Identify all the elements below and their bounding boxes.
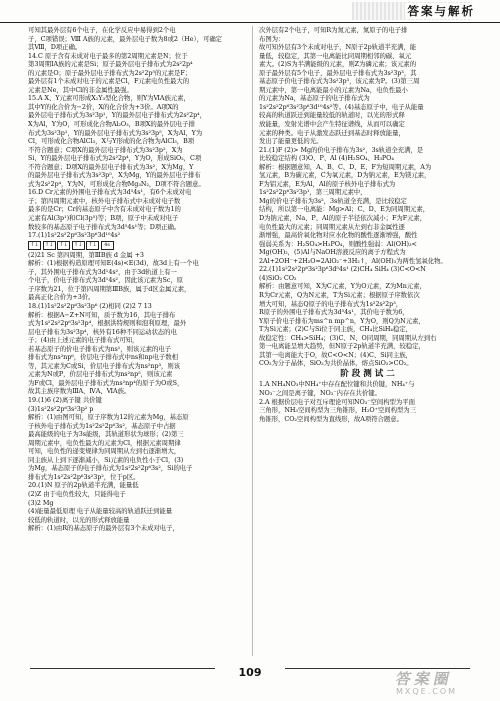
text-line: 期元素中，第一电离能最小的元素为Na，电负性最小	[259, 85, 408, 94]
text-line: 不符合题意；C项X的最外层电子排布式为3s²3p²，X为	[28, 145, 183, 154]
orbital-diagram	[28, 241, 247, 250]
text-line: 可知，电负性的递变规律为同周期从左到右逐渐增大，	[28, 447, 181, 456]
text-line: 的最外层电子排布式为3s²3p⁵，X为Mg，Y的最外层电子排布	[28, 171, 201, 180]
text-line: 子；(4)由上述元素的电子排布式可知，	[28, 336, 139, 345]
text-line: 氢元素，B为碳元素，C为氧元素，D为钠元素，E为镁元素，	[259, 171, 431, 180]
text-line: 放能量，发射光谱中会产生特征谱线，从而可以确定	[259, 120, 405, 129]
text-line: 布式为3s²3p¹，Y的最外层电子排布式为3s²3p⁵，X为Al，Y为	[28, 128, 203, 137]
text-line: 素大。(2)S为半满能级的元素，则Z为磷元素；该元素的	[259, 60, 417, 69]
section-title: 阶段测试二	[340, 368, 398, 379]
text-line: 为F或Cl，最外层电子排布式为ns²np⁴的原子为O或S，	[28, 378, 184, 387]
text-line: 比较稳定结构 (3)O、P、Al (4)H₂SO₄、H₃PO₄	[259, 154, 394, 163]
text-line: 2.A 根据价层电子对互斥理论可知NO₃⁻空间构型为平面	[259, 397, 415, 406]
right-column	[259, 26, 479, 656]
text-line: 1s²2s²2p⁶3s²3p¹，第三周期元素中，	[259, 188, 367, 197]
text-line: 第3周期ⅠA族的元素是Si；原子最外层电子排布式为2s²2p⁴	[28, 60, 193, 69]
text-line: 可知其最外层有6个电子，在化学反应中易得到2个电	[28, 26, 176, 34]
orbital-box: ↑↓	[86, 241, 99, 250]
text-line: NO₃⁻之间是离子键，NO₃⁻内存在共价键。	[259, 388, 381, 397]
text-line: 量低，较稳定，其第一电离能比同周期相邻的碳、氧元	[259, 51, 412, 60]
text-line: 最外层电子排布式为3s²3p¹，Y的最外层电子排布式为2s²2p⁴，	[28, 111, 206, 120]
text-line: 1s²2s²2p⁶3s²3p⁶3d¹⁰4s²等。(4)基态原子中，电子从能量	[259, 102, 424, 111]
text-line: (2)Z 由于电负性较大，只能得电子	[28, 489, 126, 498]
text-line: 为Mg，基态原子的电子排布式为1s²2s²2p⁶3s²，Si的电子	[28, 464, 193, 473]
text-line: 故可知外层有3个未成对电子，N原子2p轨道半充满，能	[259, 43, 417, 52]
text-line: 式为1s²2s²2p⁶3s²3p⁴，根据洪特规则和泡利原理，最外	[28, 319, 187, 328]
text-line: 子序数为21，位于第四周期第ⅢB族，属于d区金属元素，	[28, 284, 191, 293]
text-line: 1.A NH₄NO₃中NH₄⁺中存在配位键和共价键，NH₄⁺与	[259, 380, 415, 389]
text-line: 子核外电子排布式为1s²2s²2p⁶3s²，基态原子中占据	[28, 421, 176, 430]
left-column	[28, 26, 247, 656]
text-line: 同主族从上到下逐渐减小，Si元素的电负性小于Cl，(3)	[28, 455, 184, 464]
text-line: 若基态原子的价电子排布式为ns¹，则该元素的电子	[28, 344, 171, 353]
text-line: D为钠元素，Na、P、Al的原子半径依次减小；F为F元素，	[259, 214, 427, 223]
text-line: 第一电离能呈增大趋势，但N原子2p轨道半充满，较稳定，	[259, 342, 425, 351]
text-line: Si，Y的最外层电子排布式为2s²2p⁴，Y为O，形成SiO₂，C项	[28, 154, 202, 163]
text-line: 子，C项错误；Ⅷ A族的元素，最外层电子数为8或2（He），可确定	[28, 34, 223, 43]
text-line: 较高的轨道跃迁到能量较低的轨道时，以光的形式释	[259, 111, 405, 120]
text-line: 20.(1)N 原子的2p轨道半充满，能量低	[28, 481, 139, 490]
text-line: 15.A X、Y元素可形成X₂Y₃型化合物，则Y为ⅥA族元素，	[28, 94, 190, 103]
text-line: Mg的价电子排布为3s²，3s轨道全充满，是比较稳定	[259, 196, 408, 205]
text-line: 22.(1)1s²2s²2p⁶3s²3p⁶3d⁵4s¹ (2)CH₄ SiH₄ (3)C<O<N	[259, 265, 426, 274]
text-line: 16.D Cr元素的外围电子排布式为3d⁵4s¹，有6个未成对电	[28, 188, 192, 197]
text-line: 19.(1)6 (2)离子键 共价键	[28, 395, 102, 404]
text-line: 解析：(1)由R的基态原子的最外层有3个未成对电子，	[28, 524, 179, 533]
text-line: R原子的外围电子排布式为3d⁵4s¹，其价电子数为6，	[259, 308, 409, 317]
text-line: 较低的轨道时，以光的形式释放能量	[28, 515, 130, 524]
text-line: Cl，可形成化合物AlCl₃，X与Y形成的化合物为AlCl₃，B项	[28, 137, 195, 146]
text-line: 渐增强，最高价氧化物对应水化物的酸性逐渐增强，酸性	[259, 231, 418, 240]
text-line: 其Ⅷ，D项正确。	[28, 43, 82, 52]
text-line: 解析：(1)由图可知，原子序数为12的元素为Mg，基态原	[28, 413, 189, 422]
header-title: 答案与解析	[405, 3, 479, 19]
text-line: 2Al+2OH⁻+2H₂O=2AlO₂⁻+3H₂↑，Al(OH)₃为两性氢氧化物。	[259, 256, 447, 265]
text-line: 次外层有2个电子，可知R为氮元素，氮原子的电子排	[259, 26, 408, 34]
text-line: 元素是Ne，其中Cl的非金属性最强。	[28, 85, 133, 94]
text-line: 解析：(1)根据构造原理可知E(4s)<E(3d)，故3d上有一个电	[28, 259, 199, 268]
text-line: 层电子排布为3s²3p⁴，核外有16种不同运动状态的电	[28, 327, 177, 336]
text-line: 子；第四周期元素中，核外电子排布式中未成对电子数	[28, 196, 181, 205]
text-line: 18.(1)1s²2s²2p⁶3s²3p⁶ (2)相同 (2)2 7 13	[28, 301, 152, 310]
text-line: 最高正化合价为+3价。	[28, 293, 95, 302]
text-line: 元素的种类。电子从激发态跃迁到基态时释放能量，	[259, 128, 405, 137]
text-line: 数较多的基态原子电子排布式为3d⁵4s¹等；D项正确。	[28, 222, 181, 231]
text-line: Y原子价电子排布为ms^n mp^n，Y为O，则Q为N元素，	[259, 316, 425, 325]
text-line: 的元素为Na，基态原子的电子排布式为	[259, 94, 370, 103]
text-line: 三角形，NH₃空间构型为三角锥形，H₂O⁺空间构型为三	[259, 406, 416, 415]
text-line: 基态原子价电子排布式为3s²3p³，该元素为P。(3)第三周	[259, 77, 420, 86]
left-column-text	[28, 26, 247, 240]
text-line: (2)21 Sc 第四周期，第ⅢB族 d 金属 +3	[28, 250, 144, 259]
text-line: 角锥形，CO₂空间构型为直线形，故A项符合题意。	[259, 414, 403, 423]
text-line: 等，其元素为C或Si，价层电子排布式为ns²np³，则该	[28, 361, 181, 370]
orbital-box: ↑↓	[57, 241, 70, 250]
watermark-logo	[393, 668, 492, 696]
text-line: 解析：根据题意知，A、B、C、D、E、F为短周期元素，A为	[259, 162, 432, 171]
text-line: Mg(OH)₂，(5)Al与NaOH溶液反应的离子方程式为	[259, 248, 406, 257]
text-line: 个电子，价电子排布式为3d¹4s²，因此该元素为Sc，原	[28, 276, 183, 285]
text-line: 的元素是O；原子最外层电子排布式为2s²2p⁵的元素是F；	[28, 68, 192, 77]
text-line: 原子最外层有5个电子，最外层电子排布式为3s²3p³，其	[259, 68, 417, 77]
text-line: F为铝元素，E为Al，Al的原子核外电子排布式为	[259, 179, 396, 188]
watermark-line1: 答案圈	[393, 670, 455, 688]
text-line: 故其主族序数为ⅢA、ⅣA、ⅥA族。	[28, 387, 131, 396]
text-line: 式为2s²2p⁴，Y为N，可形成化合物Mg₃N₂，D项不符合题意。	[28, 179, 205, 188]
page-number: 109	[235, 666, 266, 679]
text-line: 排布式为1s²2s²2p⁶3s²3p²，位于p区。	[28, 472, 140, 481]
text-line: 其第一电离能大于O，故C<O<N；(4)C、Si同主族，	[259, 350, 412, 359]
text-line: (3)1s²2s²2p⁶3s²3p² p	[28, 404, 94, 413]
text-line: 元素为N或P，价层电子排布式为ns²np⁵，则该元素	[28, 370, 173, 379]
text-line: 其中Y的化合价为−2价，X的化合价为+3价。A项X的	[28, 102, 179, 111]
text-line: R为Cr元素，Q为N元素，T为Si元素；根据原子序数依次	[259, 290, 420, 299]
text-line: (4)SiO₂ CO₂	[259, 273, 297, 282]
text-line: 强弱关系为：H₂SO₄>H₃PO₄，则酸性强弱：Al(OH)₃<	[259, 239, 417, 248]
text-line: 14.C 原子含有未成对电子最多的第2周期元素是N；位于	[28, 51, 188, 60]
right-column-text	[259, 26, 479, 368]
text-line: 不符合题意；D项X的最外层电子排布式为3s²，X为Mg，Y	[28, 162, 194, 171]
text-line: 发出了能量更低的光。	[259, 137, 323, 146]
text-line: T为Si元素；(2)C与Si位于同主族，CH₄比SiH₄稳定，	[259, 325, 412, 334]
column-divider	[252, 26, 253, 656]
text-line: 最外层有1个未成对电子的元素是Cl，F元素电负性最大的	[28, 77, 190, 86]
text-line: 解析：根据A−Z+N可知，质子数为16，其电子排布	[28, 310, 176, 319]
right-column-text-b	[259, 380, 479, 423]
text-line: 解析：由题意可知，X为C元素，Y为O元素，Z为Mn元素，	[259, 282, 426, 291]
text-line: CO₂为分子晶体，SiO₂为共价晶体，熔点SiO₂>CO₂。	[259, 359, 413, 368]
text-line: 电负性最大的元素；同周期元素从左到右非金属性逐	[259, 222, 405, 231]
text-line: 周期元素中，电负性最大的元素为Cl，根据元素周期律	[28, 438, 181, 447]
orbital-box: ↑↓	[28, 241, 41, 250]
text-line: 21.(1)F (2)> Mg的价电子排布为3s²，3s轨道全充满，是	[259, 145, 424, 154]
text-line: 最多的是Cr；Cr的基态原子中含有未成对电子数为1的	[28, 205, 181, 214]
text-line: 结构，所以第一电离能：Mg>Al；C、D、E为同周期元素，	[259, 205, 430, 214]
text-line: 最高能级的电子为3s能级，其轨道形状为球形；(2)第三	[28, 430, 184, 439]
text-line: 排布式为ns²np⁶，价层电子排布式中ns和np电子数相	[28, 353, 178, 362]
text-line: 故稳定性：CH₄>SiH₄；(3)C、N、O同周期，同周期从左到右	[259, 333, 437, 342]
text-line: 增大可知，基态Q原子的电子排布式为1s²2s²2p³，	[259, 299, 403, 308]
text-line: 元素有Al(3p¹)和Cl(3p⁵)等；B项，原子中未成对电子	[28, 214, 179, 223]
orbital-box: 4s	[101, 241, 114, 250]
text-line: 布图为：	[259, 34, 285, 43]
text-line: 子，其外围电子排布式为3d¹4s²，由于3d轨道上有一	[28, 267, 177, 276]
text-line: (4)能量最低原理 电子从能量较高的轨道跃迁到能量	[28, 507, 173, 516]
text-line: X为Al，Y为O，可形成化合物Al₂O₃，B项X的最外层电子排	[28, 120, 195, 129]
page-header	[0, 0, 500, 23]
orbital-box: ↑↓	[43, 241, 56, 250]
text-line: 17.(1)1s²2s²2p⁶3s²3p⁶3d¹⁰4s²	[28, 231, 121, 240]
left-column-text-b	[28, 251, 247, 533]
orbital-box: ↑↓	[72, 241, 85, 250]
text-line: (3)2 Mg	[28, 498, 54, 507]
watermark-line2: MXQE.COM	[396, 687, 458, 696]
